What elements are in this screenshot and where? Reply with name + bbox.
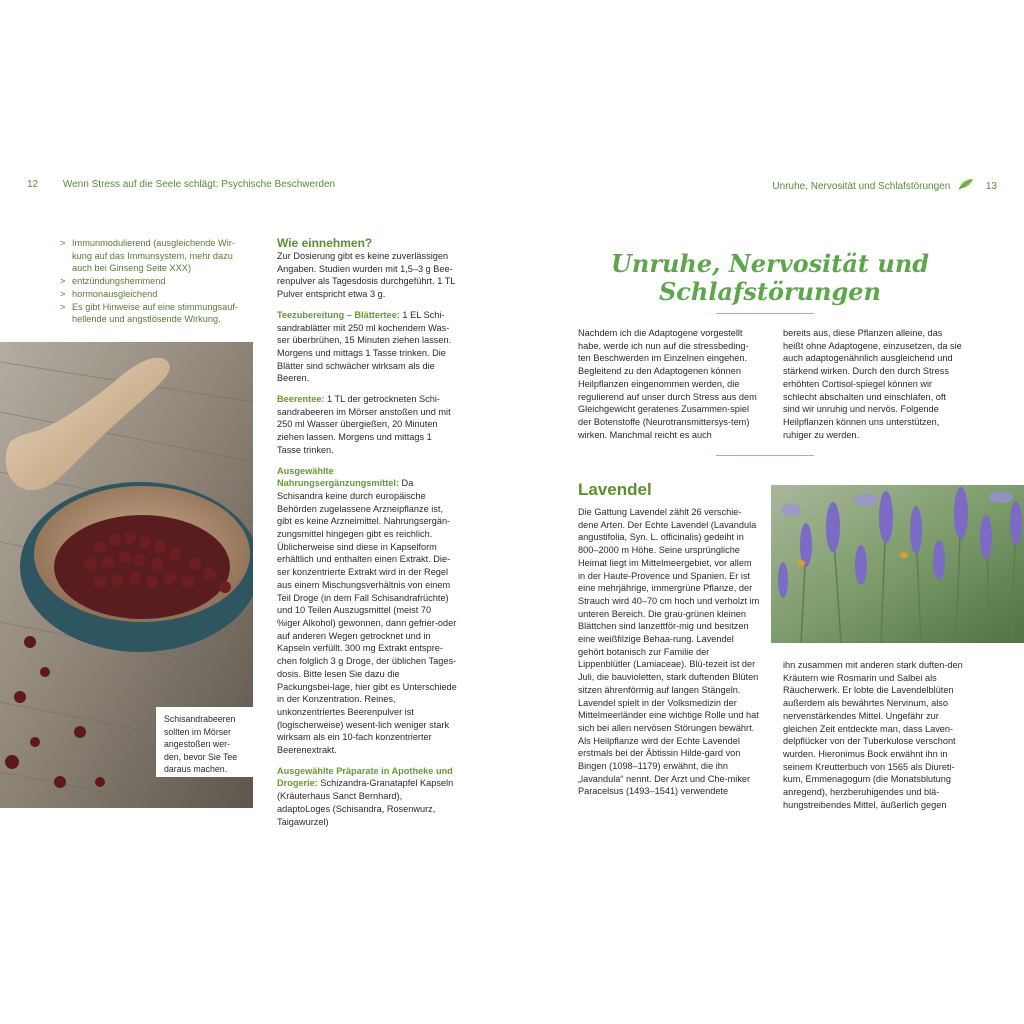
intro-column-right: bereits aus, diese Pflanzen alleine, das heißt ohne Adaptogene, einzusetzen, da sie auch adaptogenähnlich ausgleichend und stärkend wirken. Durch den durch Stress erhöhten Cortisol-spiegel können wir schlecht abschalten und einschlafen, oft sind wir unruhig und nervös. Folgende Heilpflanzen können uns unterstützen, ruhiger zu werden. — [783, 328, 962, 440]
chapter-title-line1: Unruhe, Nervosität und — [610, 249, 930, 278]
list-item: > Es gibt Hinweise auf eine stimmungsauf-hellende und angstlösende Wirkung. — [60, 301, 252, 326]
section-divider — [716, 455, 814, 456]
list-item: > entzündungshemmend — [60, 275, 252, 288]
chapter-title — [600, 250, 940, 306]
lavender-column-right: ihn zusammen mit anderen stark duften-den Kräutern wie Rosmarin und Salbei als Räucherwerk. Er lobte die Lavendelblüten außerdem als bewährtes Nervinum, also nervenstärkendes Mittel. Ungefähr zur gleichen Zeit entdeckte man, dass Laven-delpflücker von der Tuberkulose verschont wurden. Hieronimus Bock erwähnt ihn in seinem Kreutterbuch von 1565 als Diureti-kum, Emmenagogum (die Monatsblutung anregend), herzberuhigendes und blä-hungstreibendes Mittel, äußerlich gegen — [783, 660, 963, 810]
leaf-icon — [957, 178, 975, 195]
running-title-right: Unruhe, Nervosität und Schlafstörungen — [772, 181, 951, 193]
preparations-text: Schizandra-Granatapfel Kapseln (Kräuterhaus Sanct Bernhard), adaptoLoges (Schisandra, Rosenwurz, Taigawurzel) — [277, 778, 454, 827]
list-item: > hormonausgleichend — [60, 288, 252, 301]
benefits-list — [60, 237, 252, 326]
running-header-right — [772, 178, 997, 195]
section-heading: Wie einnehmen? — [277, 236, 373, 250]
page-number-right: 13 — [985, 181, 997, 193]
berry-tea-text: 1 TL der getrockneten Schi-sandrabeeren im Mörser anstoßen und mit 250 ml Wasser übergießen, 20 Minuten ziehen lassen. Morgens und mittags 1 Tasse trinken. — [277, 394, 451, 455]
supplements-paragraph — [277, 465, 457, 757]
middle-column — [277, 236, 457, 836]
running-header-left — [27, 178, 335, 192]
tea-paragraph — [277, 309, 457, 385]
supplements-label: Ausgewählte Nahrungsergänzungsmittel: — [277, 465, 399, 489]
lavender-column-left: Die Gattung Lavendel zählt 26 verschie-dene Arten. Der Echte Lavendel (Lavandula angustifolia, Syn. L. officinalis) gedeiht in 800–2000 m Höhe. Seine ursprüngliche Heimat liegt im Mittelmeergebiet, vor allem in der Haute-Provence und Spanien. Er ist eine mehrjährige, immergrüne Pflanze, der Strauch wird 40–70 cm hoch und verholzt im unteren Bereich. Die grau-grünen kleinen Blättchen sind lanzettför-mig und besitzen eine weißfilzige Behaa-rung. Lavendel gehört botanisch zur Familie der Lippenblütler (Lamiaceae). Blü-tezeit ist der Juli, die bauvioletten, stark duftenden Blüten sitzen ährenförmig auf langen Stängeln. Lavendel spielt in der Volksmedizin der Mittelmeerländer eine wichtige Rolle und hat sich bei allen nervösen Störungen bewährt. Als Heilpflanze wird der Echte Lavendel erstmals bei der Äbtissin Hilde-gard von Bingen (1098–1179) erwähnt, die ihn „lavandula“ nennt. Der Arzt und Che-miker Paracelsus (1493–1541) verwendete — [578, 507, 760, 797]
supplements-text: Da Schisandra keine durch europäische Behörden zugelassene Arzneipflanze ist, gibt es keine Arzneimittel. Nahrungsergän-zungsmittel hingegen gibt es reichlich. Üblicherweise sind diese in Kapselform erhältlich und enthalten einen Extrakt. Die-ser konzentrierte Extrakt wird in der Regel aus einem Mischungsverhältnis von einem Teil Droge (in dem Fall Schisandrafrüchte) und 10 Teilen Auszugsmittel (meist 70 %iger Alkohol) gewonnen, dann gefrier-oder auf anderen Wegen getrocknet und in Kapseln verfüllt. 300 mg Extrakt entspre-chen folglich 3 g Droge, der üblichen Tages-dosis. Bitte lesen Sie dazu die Packungsbei-lage, hier gibt es Unterschiede in der Konzentration. Reines, unkonzentriertes Beerenpulver ist (logischerweise) wesent-lich weniger stark wirksam als ein 10-fach konzentrierter Beerenextrakt. — [277, 478, 457, 756]
berry-tea-label: Beerentee: — [277, 394, 325, 405]
list-item: > Immunmodulierend (ausgleichende Wir-kung auf das Immunsystem, mehr dazu auch bei Ginseng Seite XXX) — [60, 237, 252, 275]
lavender-photo — [771, 485, 1024, 643]
preparations-label: Ausgewählte Präparate in Apotheke und Drogerie: — [277, 765, 453, 789]
dosage-text: Zur Dosierung gibt es keine zuverlässigen Angaben. Studien wurden mit 1,5–3 g Bee-renpulver als Tagesdosis durchgeführt. 1 TL Pulver entspricht etwa 3 g. — [277, 251, 456, 300]
title-divider — [716, 313, 814, 314]
photo-caption: Schisandrabeeren sollten im Mörser angestoßen wer-den, bevor Sie Tee daraus machen. — [156, 707, 253, 777]
tea-label: Teezubereitung – Blättertee: — [277, 309, 400, 320]
tea-text: 1 EL Schi-sandrablätter mit 250 ml kochendem Was-ser überbrühen, 15 Minuten ziehen lassen. Morgens und mittags 1 Tasse trinken. Die Blätter sind schwächer wirksam als die Beeren. — [277, 309, 452, 384]
lavender-heading: Lavendel — [578, 480, 652, 499]
running-title-left: Wenn Stress auf die Seele schlägt: Psychische Beschwerden — [62, 179, 336, 190]
intro-column-left: Nachdem ich die Adaptogene vorgestellt habe, werde ich nun auf die stressbeding-ten Beschwerden im Einzelnen eingehen. Begleitend zu den Adaptogenen können Heilpflanzen eingenommen werden, die regulierend auf unser durch Stress aus dem Gleichgewicht geratenes Zusammen-spiel der Botenstoffe (Neurotransmittersys-tem) wirken. Manchmal reicht es auch — [578, 328, 757, 440]
preparations-paragraph — [277, 765, 457, 829]
chapter-title-line2: Schlafstörungen — [658, 277, 882, 306]
berry-tea-paragraph — [277, 393, 457, 457]
page-number-left: 12 — [27, 179, 39, 190]
